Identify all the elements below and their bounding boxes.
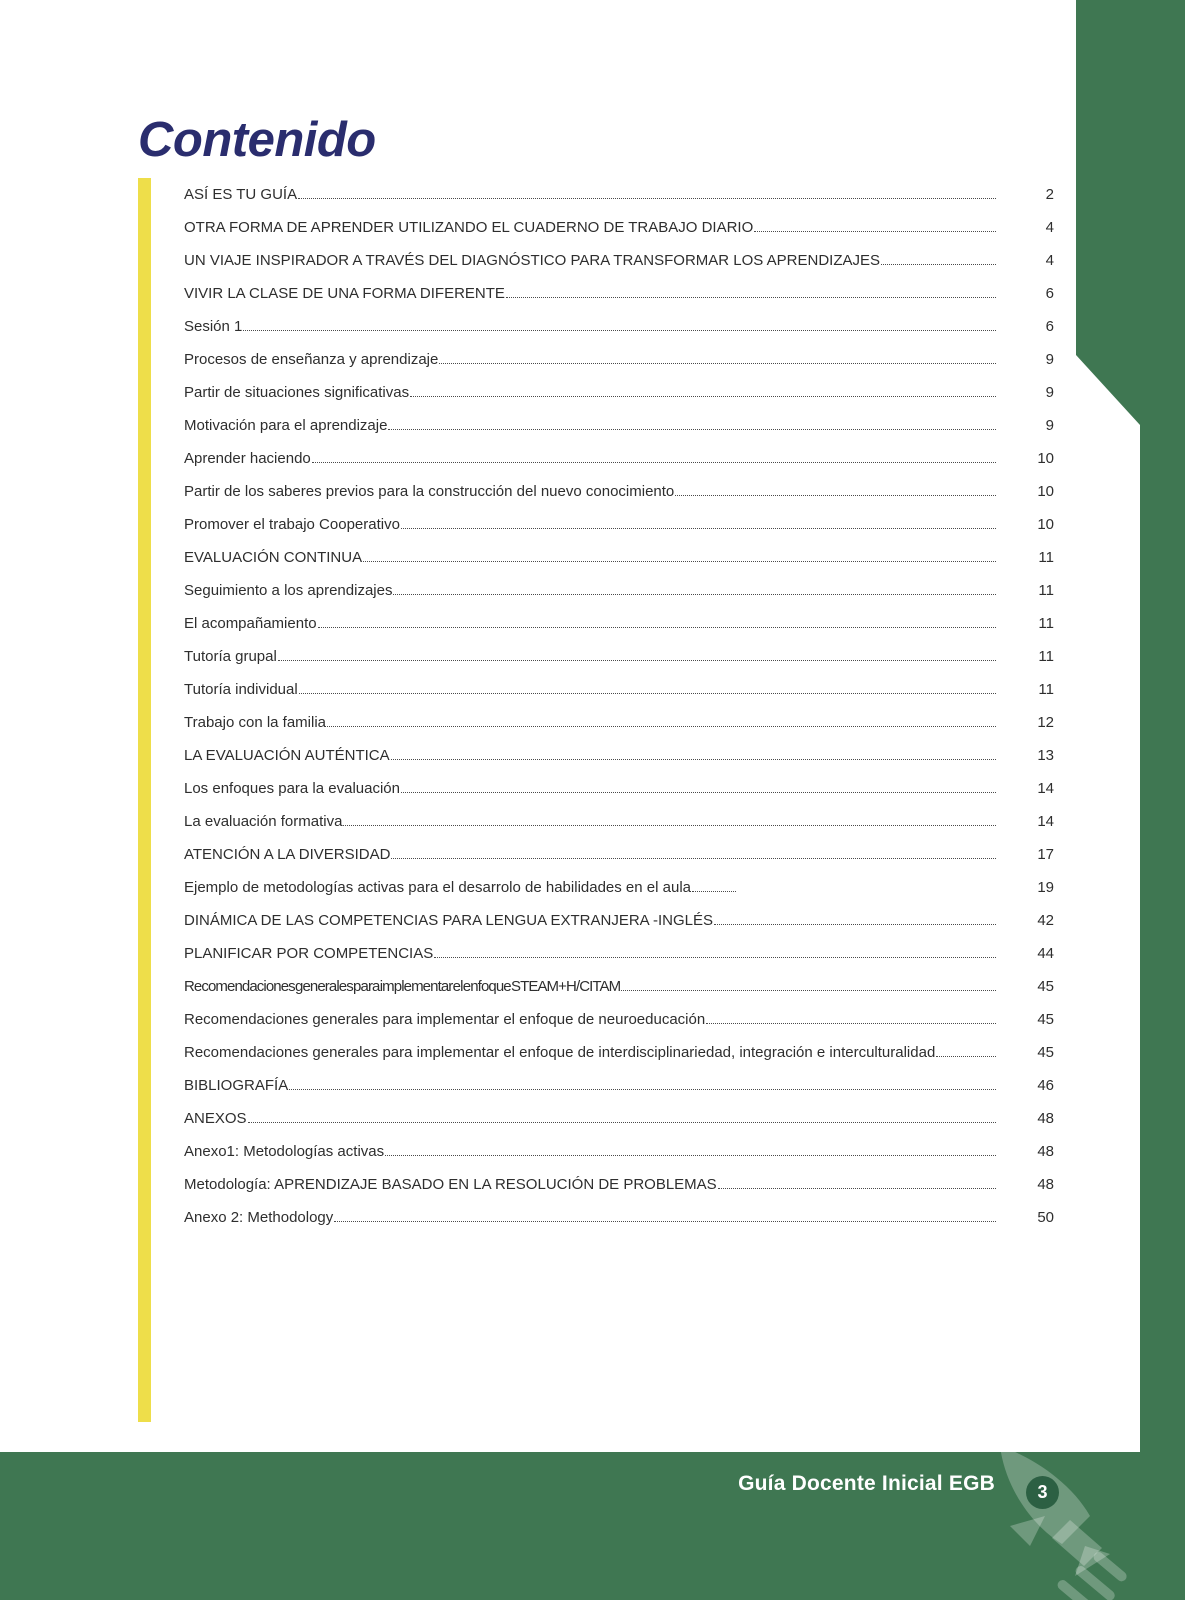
toc-entry-page: 11	[1038, 681, 1054, 698]
toc-entry-page: 9	[1045, 351, 1054, 368]
toc-entry-page: 48	[1037, 1143, 1054, 1160]
toc-entry-title: Recomendaciones generales para implementar el enfoque de interdisciplinariedad, integración e interculturalidad	[184, 1044, 936, 1061]
toc-entry[interactable]	[184, 813, 1054, 846]
toc-dot-leader	[243, 330, 996, 331]
toc-entry[interactable]	[184, 186, 1054, 219]
toc-entry-page: 4	[1045, 252, 1054, 269]
toc-entry[interactable]	[184, 648, 1054, 681]
toc-entry-title: ATENCIÓN A LA DIVERSIDAD	[184, 846, 391, 863]
toc-entry-page: 12	[1037, 714, 1054, 731]
page-title: Contenido	[138, 113, 376, 167]
toc-dot-leader	[299, 693, 996, 694]
toc-entry-title: Promover el trabajo Cooperativo	[184, 516, 400, 533]
toc-entry-page: 17	[1037, 846, 1054, 863]
toc-entry-title: VIVIR LA CLASE DE UNA FORMA DIFERENTE	[184, 285, 505, 302]
toc-entry-page: 11	[1038, 648, 1054, 665]
toc-entry-title: El acompañamiento	[184, 615, 317, 632]
toc-dot-leader	[363, 561, 996, 562]
toc-entry[interactable]	[184, 285, 1054, 318]
toc-entry-title: Tutoría individual	[184, 681, 298, 698]
toc-entry-page: 14	[1037, 780, 1054, 797]
toc-entry[interactable]	[184, 1110, 1054, 1143]
toc-dot-leader	[298, 198, 996, 199]
toc-entry-title: ASÍ ES TU GUÍA	[184, 186, 298, 203]
toc-entry-title: OTRA FORMA DE APRENDER UTILIZANDO EL CUADERNO DE TRABAJO DIARIO	[184, 219, 754, 236]
toc-entry-page: 2	[1045, 186, 1054, 203]
toc-entry-page: 11	[1038, 615, 1054, 632]
toc-entry[interactable]	[184, 549, 1054, 582]
toc-entry[interactable]	[184, 879, 1054, 912]
toc-entry[interactable]	[184, 1143, 1054, 1176]
toc-entry-page: 50	[1037, 1209, 1054, 1226]
toc-dot-leader	[248, 1122, 996, 1123]
toc-dot-leader	[343, 825, 996, 826]
toc-entry[interactable]	[184, 714, 1054, 747]
toc-entry-page: 9	[1045, 417, 1054, 434]
toc-dot-leader	[714, 924, 996, 925]
toc-dot-leader	[754, 231, 996, 232]
toc-entry-page: 6	[1045, 285, 1054, 302]
toc-dot-leader	[289, 1089, 996, 1090]
toc-dot-leader	[318, 627, 996, 628]
toc-entry-title: Seguimiento a los aprendizajes	[184, 582, 393, 599]
toc-entry[interactable]	[184, 384, 1054, 417]
toc-entry-page: 11	[1038, 582, 1054, 599]
toc-entry-title: Recomendaciones generales para implementar el enfoque STEAM+H/CITAM	[184, 978, 621, 995]
toc-entry[interactable]	[184, 1077, 1054, 1110]
toc-entry-title: Anexo 2: Methodology	[184, 1209, 334, 1226]
toc-entry-page: 14	[1037, 813, 1054, 830]
toc-entry[interactable]	[184, 450, 1054, 483]
toc-entry[interactable]	[184, 582, 1054, 615]
toc-entry-page: 19	[1037, 879, 1054, 896]
toc-dot-leader	[388, 429, 996, 430]
toc-dot-leader	[334, 1221, 996, 1222]
toc-entry-title: Aprender haciendo	[184, 450, 311, 467]
toc-dot-leader	[936, 1056, 996, 1057]
toc-entry[interactable]	[184, 252, 1054, 285]
toc-entry-title: BIBLIOGRAFÍA	[184, 1077, 289, 1094]
page-number-badge: 3	[1026, 1476, 1059, 1509]
toc-entry-title: Metodología: APRENDIZAJE BASADO EN LA RESOLUCIÓN DE PROBLEMAS	[184, 1176, 717, 1193]
toc-entry[interactable]	[184, 945, 1054, 978]
toc-entry-page: 11	[1038, 549, 1054, 566]
toc-dot-leader	[621, 990, 996, 991]
toc-entry-title: LA EVALUACIÓN AUTÉNTICA	[184, 747, 390, 764]
toc-entry[interactable]	[184, 681, 1054, 714]
toc-dot-leader	[439, 363, 996, 364]
toc-dot-leader	[393, 594, 996, 595]
toc-entry-page: 13	[1037, 747, 1054, 764]
toc-entry-title: La evaluación formativa	[184, 813, 343, 830]
toc-entry-title: UN VIAJE INSPIRADOR A TRAVÉS DEL DIAGNÓSTICO PARA TRANSFORMAR LOS APRENDIZAJES	[184, 252, 880, 269]
toc-dot-leader	[718, 1188, 996, 1189]
toc-entry[interactable]	[184, 483, 1054, 516]
toc-dot-leader	[391, 858, 996, 859]
toc-entry[interactable]	[184, 615, 1054, 648]
toc-dot-leader	[881, 264, 996, 265]
toc-entry-title: Ejemplo de metodologías activas para el desarrolo de habilidades en el aula	[184, 879, 691, 896]
toc-entry[interactable]	[184, 912, 1054, 945]
toc-entry-page: 48	[1037, 1176, 1054, 1193]
toc-entry-title: Tutoría grupal	[184, 648, 277, 665]
toc-entry[interactable]	[184, 846, 1054, 879]
toc-entry-title: Sesión 1	[184, 318, 243, 335]
toc-entry-page: 6	[1045, 318, 1054, 335]
toc-entry[interactable]	[184, 780, 1054, 813]
toc-entry-page: 48	[1037, 1110, 1054, 1127]
toc-entry-title: Partir de los saberes previos para la construcción del nuevo conocimiento	[184, 483, 675, 500]
accent-bar	[138, 178, 151, 1422]
toc-entry-title: Trabajo con la familia	[184, 714, 327, 731]
toc-entry-page: 9	[1045, 384, 1054, 401]
toc-entry[interactable]	[184, 318, 1054, 351]
toc-dot-leader	[327, 726, 996, 727]
toc-dot-leader	[410, 396, 996, 397]
toc-entry[interactable]	[184, 978, 1054, 1011]
toc-entry[interactable]	[184, 1044, 1054, 1077]
toc-entry-page: 10	[1037, 483, 1054, 500]
toc-entry-page: 4	[1045, 219, 1054, 236]
toc-dot-leader	[312, 462, 996, 463]
toc-entry-page: 10	[1037, 516, 1054, 533]
toc-entry-page: 44	[1037, 945, 1054, 962]
right-band-notch	[1076, 355, 1140, 1455]
toc-entry[interactable]	[184, 1176, 1054, 1209]
toc-dot-leader	[401, 528, 996, 529]
rocket-icon	[990, 1452, 1140, 1600]
toc-entry-page: 45	[1037, 1011, 1054, 1028]
toc-dot-leader	[506, 297, 996, 298]
toc-entry-title: Procesos de enseñanza y aprendizaje	[184, 351, 439, 368]
toc-dot-leader	[706, 1023, 996, 1024]
toc-entry-page: 45	[1037, 1044, 1054, 1061]
toc-entry-title: PLANIFICAR POR COMPETENCIAS	[184, 945, 434, 962]
footer-band	[0, 1452, 1185, 1600]
toc-entry-page: 42	[1037, 912, 1054, 929]
toc-entry-title: Partir de situaciones significativas	[184, 384, 410, 401]
toc-entry[interactable]	[184, 1209, 1054, 1242]
toc-entry-title: Recomendaciones generales para implementar el enfoque de neuroeducación	[184, 1011, 706, 1028]
toc-entry[interactable]	[184, 516, 1054, 549]
toc-entry-title: DINÁMICA DE LAS COMPETENCIAS PARA LENGUA EXTRANJERA -INGLÉS	[184, 912, 714, 929]
toc-entry-page: 45	[1037, 978, 1054, 995]
guide-title: Guía Docente Inicial EGB	[738, 1472, 995, 1495]
toc-entry[interactable]	[184, 747, 1054, 780]
toc-entry[interactable]	[184, 1011, 1054, 1044]
toc-dot-leader	[391, 759, 996, 760]
toc-dot-leader	[675, 495, 996, 496]
toc-entry-page: 46	[1037, 1077, 1054, 1094]
toc-dot-leader	[434, 957, 996, 958]
toc-entry-title: Anexo1: Metodologías activas	[184, 1143, 385, 1160]
table-of-contents	[184, 186, 1054, 1242]
toc-dot-leader	[385, 1155, 996, 1156]
toc-entry[interactable]	[184, 351, 1054, 384]
toc-entry-title: Los enfoques para la evaluación	[184, 780, 400, 797]
toc-entry-title: EVALUACIÓN CONTINUA	[184, 549, 363, 566]
toc-dot-leader	[692, 891, 736, 892]
toc-entry[interactable]	[184, 219, 1054, 252]
toc-dot-leader	[401, 792, 996, 793]
toc-entry[interactable]	[184, 417, 1054, 450]
toc-dot-leader	[278, 660, 996, 661]
toc-entry-title: ANEXOS	[184, 1110, 247, 1127]
toc-entry-title: Motivación para el aprendizaje	[184, 417, 388, 434]
toc-entry-page: 10	[1037, 450, 1054, 467]
